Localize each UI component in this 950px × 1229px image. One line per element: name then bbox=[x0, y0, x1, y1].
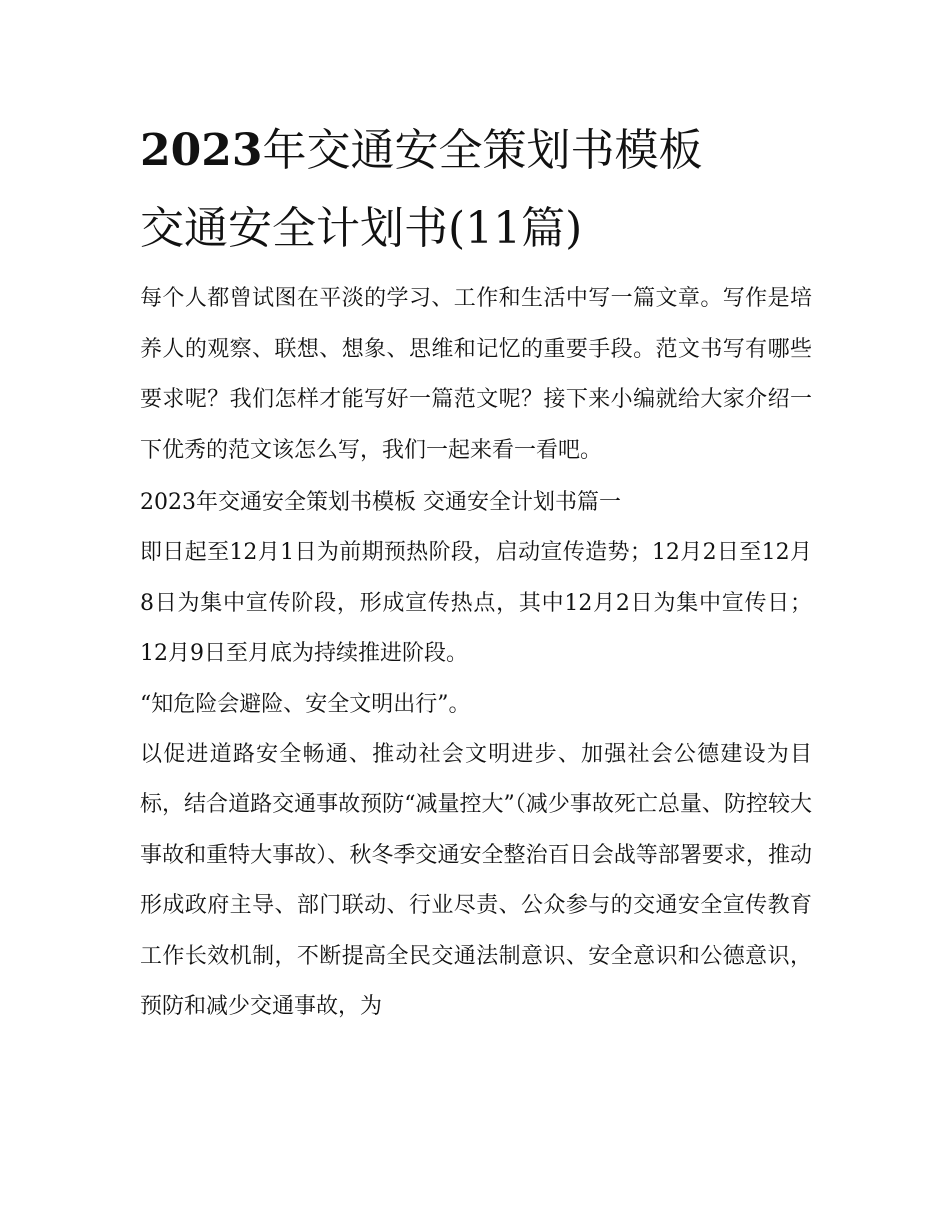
document-title-line-1 bbox=[140, 112, 812, 190]
intro-paragraph: 每个人都曾试图在平淡的学习、工作和生活中写一篇文章。写作是培养人的观察、联想、想象、思维和记忆的重要手段。范文书写有哪些要求呢？我们怎样才能写好一篇范文呢？接下来小编就给大家介绍一下优秀的范文该怎么写，我们一起来看一看吧。 bbox=[140, 286, 812, 463]
document-body bbox=[140, 112, 812, 1033]
section-heading: 2023年交通安全策划书模板 交通安全计划书篇一 bbox=[140, 490, 621, 515]
schedule-paragraph: 即日起至12月1日为前期预热阶段，启动宣传造势；12月2日至12月8日为集中宣传阶段，形成宣传热点，其中12月2日为集中宣传日；12月9日至月底为持续推进阶段。 bbox=[140, 540, 812, 666]
title-text: 年交通安全策划书模板 bbox=[262, 125, 703, 176]
goal-paragraph: 以促进道路安全畅通、推动社会文明进步、加强社会公德建设为目标，结合道路交通事故预防“减量控大”（减少事故死亡总量、防控较大事故和重特大事故）、秋冬季交通安全整治百日会战等部署要求，推动形成政府主导、部门联动、行业尽责、公众参与的交通安全宣传教育工作长效机制，不断提高全民交通法制意识、安全意识和公德意识，预防和减少交通事故，为 bbox=[140, 741, 812, 1019]
slogan-line: “知危险会避险、安全文明出行”。 bbox=[140, 691, 471, 717]
title-year: 2023 bbox=[140, 125, 263, 176]
document-title-line-2: 交通安全计划书(11篇) bbox=[140, 203, 583, 254]
